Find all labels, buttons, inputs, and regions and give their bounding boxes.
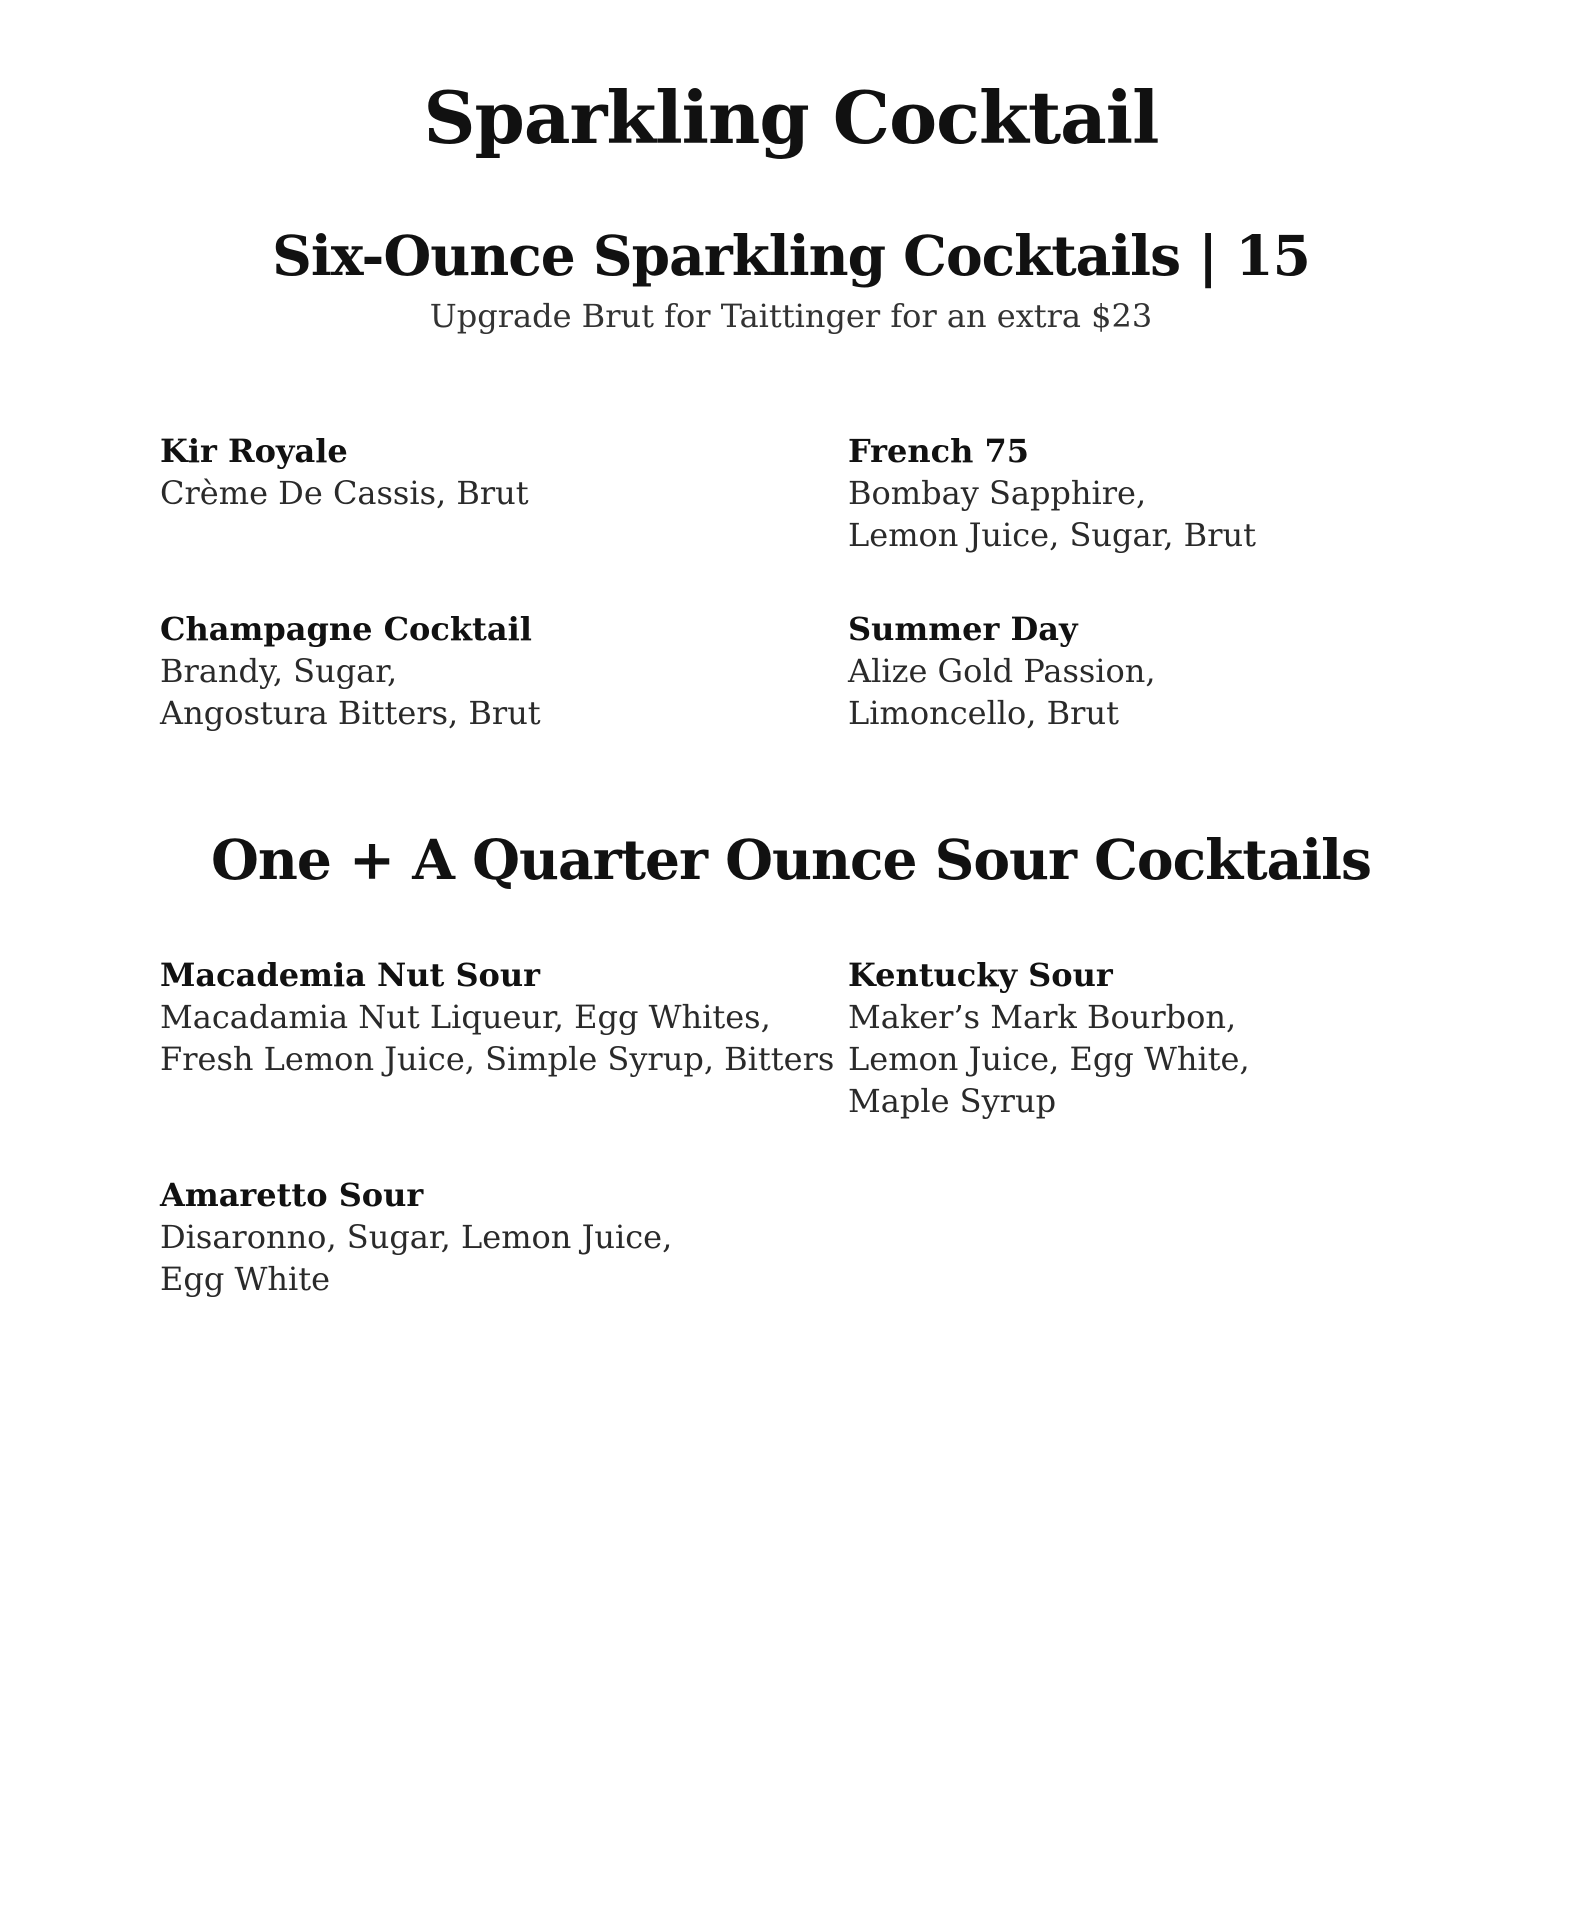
item-name: Kentucky Sour: [848, 956, 1113, 994]
sour-section-heading: One + A Quarter Ounce Sour Cocktails: [210, 827, 1371, 892]
item-ingredients: Maple Syrup: [848, 1082, 1057, 1120]
sparkling-section-heading: Six-Ounce Sparkling Cocktails | 15: [272, 223, 1310, 288]
item-ingredients: Egg White: [160, 1260, 331, 1298]
item-name: Kir Royale: [160, 432, 348, 470]
item-ingredients: Angostura Bitters, Brut: [160, 694, 541, 732]
item-ingredients: Brandy, Sugar,: [160, 652, 398, 690]
item-ingredients: Alize Gold Passion,: [848, 652, 1156, 690]
item-ingredients: Limoncello, Brut: [848, 694, 1119, 732]
page-title: Sparkling Cocktail: [423, 75, 1159, 160]
item-name: Champagne Cocktail: [160, 610, 532, 648]
item-name: Amaretto Sour: [160, 1176, 424, 1214]
menu-item-french-75: [848, 430, 1256, 556]
item-name: French 75: [848, 432, 1030, 470]
item-ingredients: Macadamia Nut Liqueur, Egg Whites,: [160, 998, 771, 1036]
menu-item-champagne-cocktail: [160, 608, 541, 734]
menu-item-macademia-nut-sour: [160, 954, 834, 1080]
item-ingredients: Maker’s Mark Bourbon,: [848, 998, 1237, 1036]
item-ingredients: Lemon Juice, Egg White,: [848, 1040, 1250, 1078]
item-ingredients: Lemon Juice, Sugar, Brut: [848, 516, 1256, 554]
menu-item-amaretto-sour: [160, 1174, 672, 1300]
item-name: Summer Day: [848, 610, 1078, 648]
item-name: Macademia Nut Sour: [160, 956, 541, 994]
item-ingredients: Disaronno, Sugar, Lemon Juice,: [160, 1218, 673, 1256]
menu-item-summer-day: [848, 608, 1156, 734]
item-ingredients: Crème De Cassis, Brut: [160, 474, 529, 512]
item-ingredients: Bombay Sapphire,: [848, 474, 1147, 512]
upgrade-note: Upgrade Brut for Taittinger for an extra $23: [429, 297, 1153, 335]
item-ingredients: Fresh Lemon Juice, Simple Syrup, Bitters: [160, 1040, 835, 1078]
menu-item-kir-royale: [160, 430, 529, 514]
menu-item-kentucky-sour: [848, 954, 1250, 1122]
